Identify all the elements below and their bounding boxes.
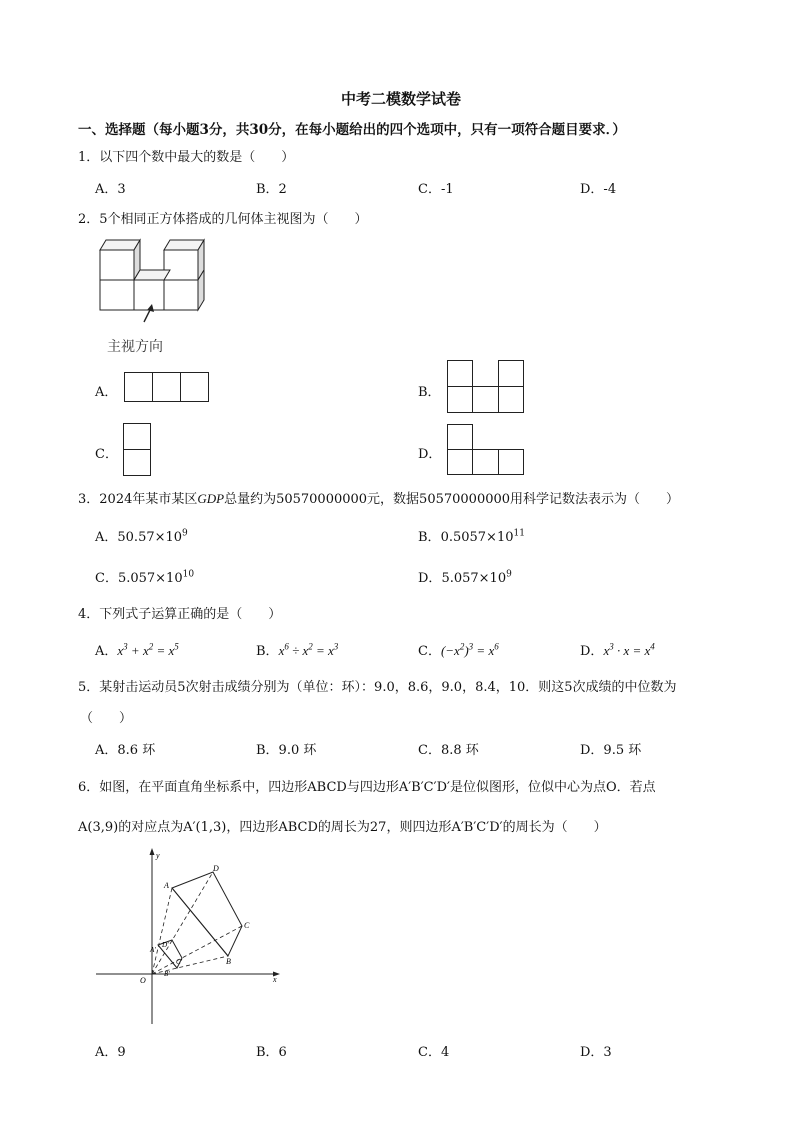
q2-option-d-figure (447, 424, 527, 480)
question-4-stem: 4．下列式子运算正确的是（ ） (78, 607, 282, 622)
q3-option-d-base: 5.057×10 (441, 571, 507, 586)
q6-label-b: B (226, 957, 231, 966)
q6-coordinate-figure (92, 848, 292, 1028)
q1-option-c[interactable]: C．-1 (418, 182, 454, 197)
q5-option-d[interactable]: D．9.5 环 (580, 743, 642, 758)
q4-option-b-formula: $x^6 \div x^2 = x^3$ (278, 641, 339, 658)
q3-option-c-base: 5.057×10 (117, 571, 183, 586)
q4-option-a-formula: $x^3 + x^2 = x^5$ (117, 641, 179, 658)
section-heading: 一、选择题（每小题3分，共30分，在每小题给出的四个选项中，只有一项符合题目要求．） (78, 122, 626, 138)
q6-label-d: D (213, 864, 219, 873)
q5-option-a[interactable]: A．8.6 环 (95, 743, 156, 758)
q4-option-a-label: A． (95, 644, 118, 659)
q3-option-d[interactable] (418, 567, 512, 586)
q3-option-a[interactable] (95, 526, 188, 545)
q4-option-c-label: C． (418, 644, 441, 659)
q2-option-a-figure (124, 372, 214, 404)
q3-option-a-exp: 9 (182, 528, 188, 539)
q5-option-b[interactable]: B．9.0 环 (256, 743, 317, 758)
q6-label-a-prime: A′ (150, 946, 156, 954)
q2-option-c[interactable]: C． (95, 447, 118, 462)
q6-label-d-prime: D′ (162, 941, 169, 949)
q4-option-a[interactable] (95, 640, 179, 659)
q3-option-b-base: 0.5057×10 (440, 530, 514, 545)
q3-option-d-label: D． (418, 571, 442, 586)
question-1-stem: 1．以下四个数中最大的数是（ ） (78, 150, 295, 165)
q2-option-d[interactable]: D． (418, 447, 442, 462)
question-5-stem: 5．某射击运动员5次射击成绩分别为（单位：环）：9.0，8.6，9.0，8.4，10．则这5次成绩的中位数为 (78, 680, 677, 695)
q6-label-o: O (140, 976, 146, 985)
q4-option-b[interactable] (256, 640, 338, 659)
q2-figure-caption: 主视方向 (107, 339, 163, 355)
q6-label-c: C (244, 921, 250, 930)
q1-option-b[interactable]: B．2 (256, 182, 287, 197)
q2-option-c-figure (123, 423, 155, 479)
q3-option-a-label: A． (95, 530, 118, 545)
q3-option-c-exp: 10 (182, 569, 195, 580)
q2-solid-figure (96, 236, 216, 336)
q3-option-b-exp: 11 (513, 528, 525, 539)
q3-option-c-label: C． (95, 571, 118, 586)
q6-label-y: y (156, 851, 160, 860)
q2-option-b-figure (447, 360, 527, 416)
q2-option-b[interactable]: B． (418, 385, 441, 400)
question-6-stem-line1: 6．如图，在平面直角坐标系中，四边形ABCD与四边形A′B′C′D′是位似图形，位似中心为点O．若点 (78, 780, 656, 795)
q1-option-a[interactable]: A．3 (95, 182, 126, 197)
question-2-stem: 2．5个相同正方体搭成的几何体主视图为（ ） (78, 212, 368, 227)
q6-option-c[interactable]: C．4 (418, 1045, 450, 1060)
q2-option-a[interactable]: A． (95, 385, 118, 400)
q3-stem-pre: 3．2024年某市某区 (78, 492, 198, 507)
q6-label-x: x (273, 975, 277, 984)
q5-option-c[interactable]: C．8.8 环 (418, 743, 479, 758)
q6-option-a[interactable]: A．9 (95, 1045, 126, 1060)
page-title: 中考二模数学试卷 (341, 90, 462, 108)
q4-option-d-label: D． (580, 644, 604, 659)
q6-option-d[interactable]: D．3 (580, 1045, 612, 1060)
q4-option-d-formula: $x^3 \cdot x = x^4$ (603, 641, 655, 658)
q1-option-d[interactable]: D．-4 (580, 182, 617, 197)
q6-label-b-prime: B′ (164, 970, 170, 978)
q3-option-c[interactable] (95, 567, 194, 586)
q6-option-b[interactable]: B．6 (256, 1045, 287, 1060)
q4-option-c-formula: $(-x^2)^3 = x^6$ (440, 641, 499, 658)
q3-option-b-label: B． (418, 530, 441, 545)
q3-option-b[interactable] (418, 526, 525, 545)
q6-label-c-prime: C′ (176, 958, 183, 966)
q4-option-c[interactable] (418, 640, 499, 659)
q4-option-d[interactable] (580, 640, 655, 659)
question-6-stem-line2: A(3,9)的对应点为A′(1,3)，四边形ABCD的周长为27，则四边形A′B′C′D′的周长为（ ） (78, 820, 607, 835)
question-5-stem-paren: （ ） (80, 711, 133, 726)
q3-option-d-exp: 9 (506, 569, 512, 580)
q6-label-a: A (164, 881, 169, 890)
q3-option-a-base: 50.57×10 (117, 530, 183, 545)
q3-stem-post: 总量约为50570000000元，数据50570000000用科学记数法表示为（ ） (224, 492, 680, 507)
q3-gdp: GDP (197, 491, 225, 506)
q4-option-b-label: B． (256, 644, 279, 659)
question-3-stem (78, 488, 679, 507)
